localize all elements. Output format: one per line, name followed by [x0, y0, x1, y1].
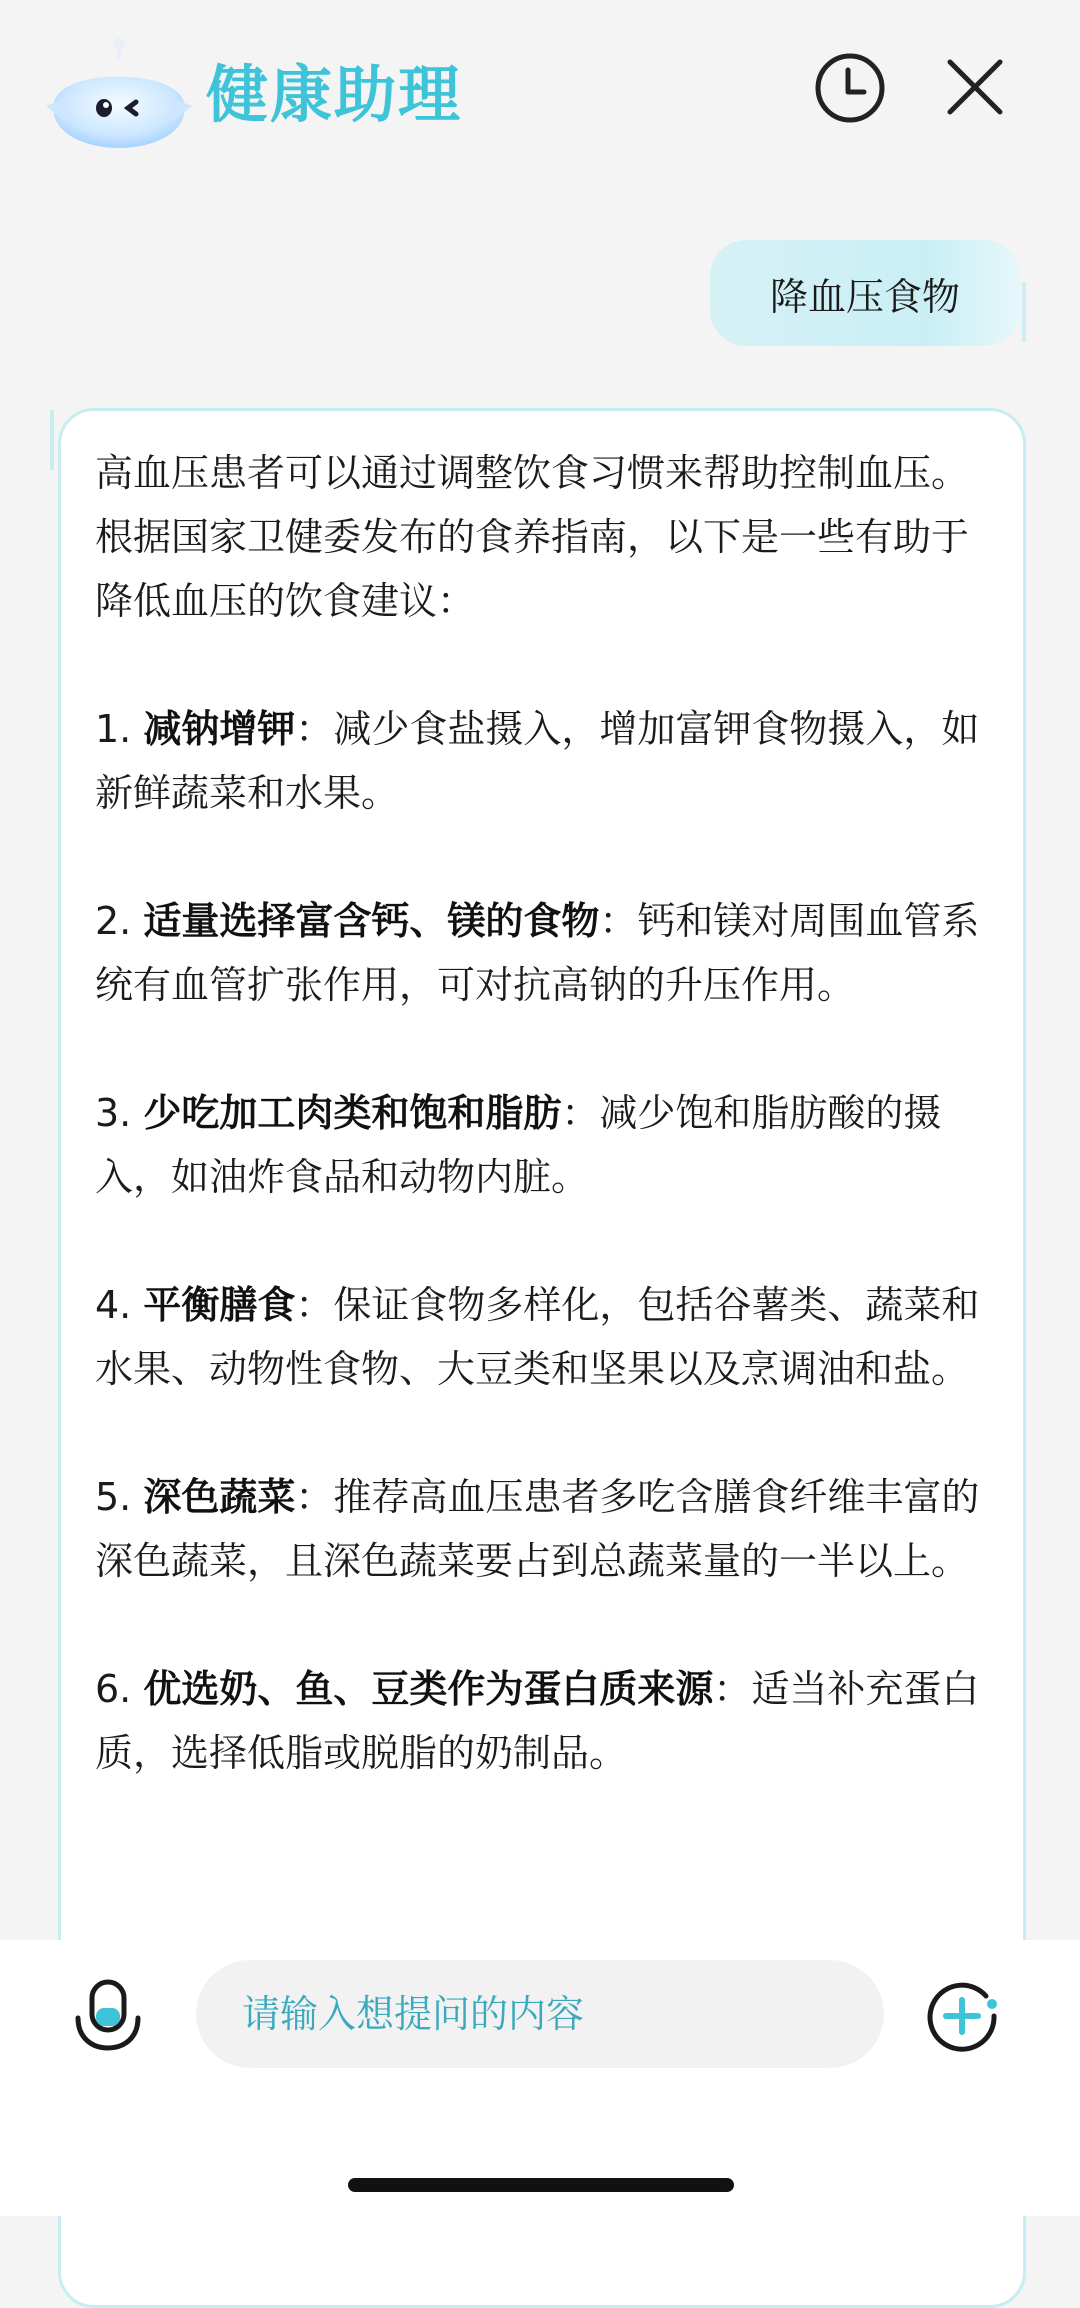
- item-number: 1.: [95, 707, 132, 751]
- item-text: ：减少食盐摄入，增加富钾食物摄入，如新鲜蔬菜和水果。: [95, 707, 980, 815]
- item-text: ：钙和镁对周围血管系统有血管扩张作用，可对抗高钠的升压作用。: [95, 899, 980, 1007]
- answer-item: [95, 1657, 995, 1785]
- answer-item: [95, 1273, 995, 1401]
- item-number: 3.: [95, 1091, 132, 1135]
- item-number: 2.: [95, 899, 132, 943]
- app-title: 健康助理: [206, 58, 463, 131]
- item-title: 深色蔬菜: [143, 1475, 296, 1519]
- user-message-bubble[interactable]: [710, 240, 1020, 346]
- answer-item: [95, 889, 995, 1017]
- item-number: 4.: [95, 1283, 132, 1327]
- card-edge: [50, 410, 54, 470]
- robot-mascot-logo: [44, 28, 194, 158]
- history-clock-icon[interactable]: [812, 50, 888, 126]
- item-title: 少吃加工肉类和饱和脂肪: [143, 1091, 562, 1135]
- microphone-icon[interactable]: [72, 1978, 144, 2054]
- item-title: 适量选择富含钙、镁的食物: [143, 899, 600, 943]
- item-text: ：推荐高血压患者多吃含膳食纤维丰富的深色蔬菜，且深色蔬菜要占到总蔬菜量的一半以上。: [95, 1475, 980, 1583]
- item-text: ：减少饱和脂肪酸的摄入，如油炸食品和动物内脏。: [95, 1091, 942, 1199]
- item-text: ：适当补充蛋白质，选择低脂或脱脂的奶制品。: [95, 1667, 980, 1775]
- close-icon[interactable]: [940, 52, 1010, 122]
- home-indicator[interactable]: [348, 2178, 734, 2192]
- item-text: ：保证食物多样化，包括谷薯类、蔬菜和水果、动物性食物、大豆类和坚果以及烹调油和盐。: [95, 1283, 980, 1391]
- app-header: [0, 0, 1080, 200]
- item-number: 5.: [95, 1475, 132, 1519]
- bubble-edge: [1022, 282, 1026, 342]
- question-input[interactable]: [240, 1991, 844, 2037]
- item-title: 减钠增钾: [143, 707, 296, 751]
- add-plus-icon[interactable]: [924, 1978, 1000, 2054]
- answer-intro: 高血压患者可以通过调整饮食习惯来帮助控制血压。根据国家卫健委发布的食养指南，以下是一些有助于降低血压的饮食建议：: [95, 451, 970, 623]
- item-number: 6.: [95, 1667, 132, 1711]
- item-title: 优选奶、鱼、豆类作为蛋白质来源: [143, 1667, 714, 1711]
- answer-content: [95, 441, 995, 1849]
- answer-item: [95, 1081, 995, 1209]
- answer-item: [95, 1465, 995, 1593]
- answer-item: [95, 697, 995, 825]
- user-message-text: 降血压食物: [769, 274, 960, 319]
- question-input-container[interactable]: [196, 1960, 884, 2068]
- item-title: 平衡膳食: [143, 1283, 296, 1327]
